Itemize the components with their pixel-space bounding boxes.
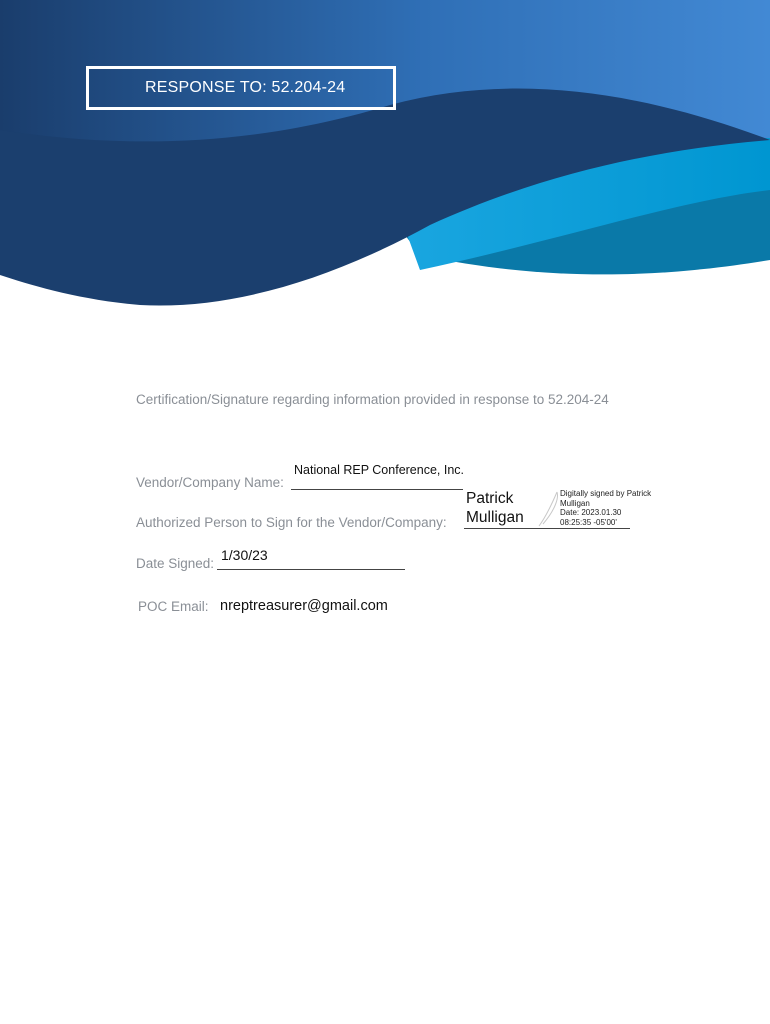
signature-details-line3: Date: 2023.01.30 — [560, 508, 622, 517]
vendor-label: Vendor/Company Name: — [136, 475, 284, 490]
vendor-value[interactable]: National REP Conference, Inc. — [294, 463, 465, 477]
certification-heading: Certification/Signature regarding information provided in response to 52.204-24 — [136, 392, 609, 407]
header-wave-graphic — [0, 0, 770, 320]
date-underline — [217, 569, 405, 570]
vendor-underline — [291, 489, 463, 490]
signature-underline — [464, 528, 630, 529]
date-signed-value[interactable]: 1/30/23 — [221, 547, 268, 563]
signature-details-line4: 08:25:35 -05'00' — [560, 517, 617, 527]
signature-details-line2: Mulligan — [560, 498, 590, 508]
signature-check-icon — [537, 488, 561, 528]
response-title-box — [86, 66, 396, 110]
poc-email-label: POC Email: — [138, 599, 209, 614]
response-title: RESPONSE TO: 52.204-24 — [145, 79, 346, 96]
signature-details-line1: Digitally signed by Patrick — [560, 489, 652, 498]
authorized-person-label: Authorized Person to Sign for the Vendor/Company: — [136, 515, 447, 530]
poc-email-value[interactable]: nreptreasurer@gmail.com — [220, 598, 388, 614]
signature-name-line1: Patrick — [466, 490, 514, 507]
date-signed-label: Date Signed: — [136, 556, 215, 571]
signature-name-line2: Mulligan — [466, 509, 524, 526]
